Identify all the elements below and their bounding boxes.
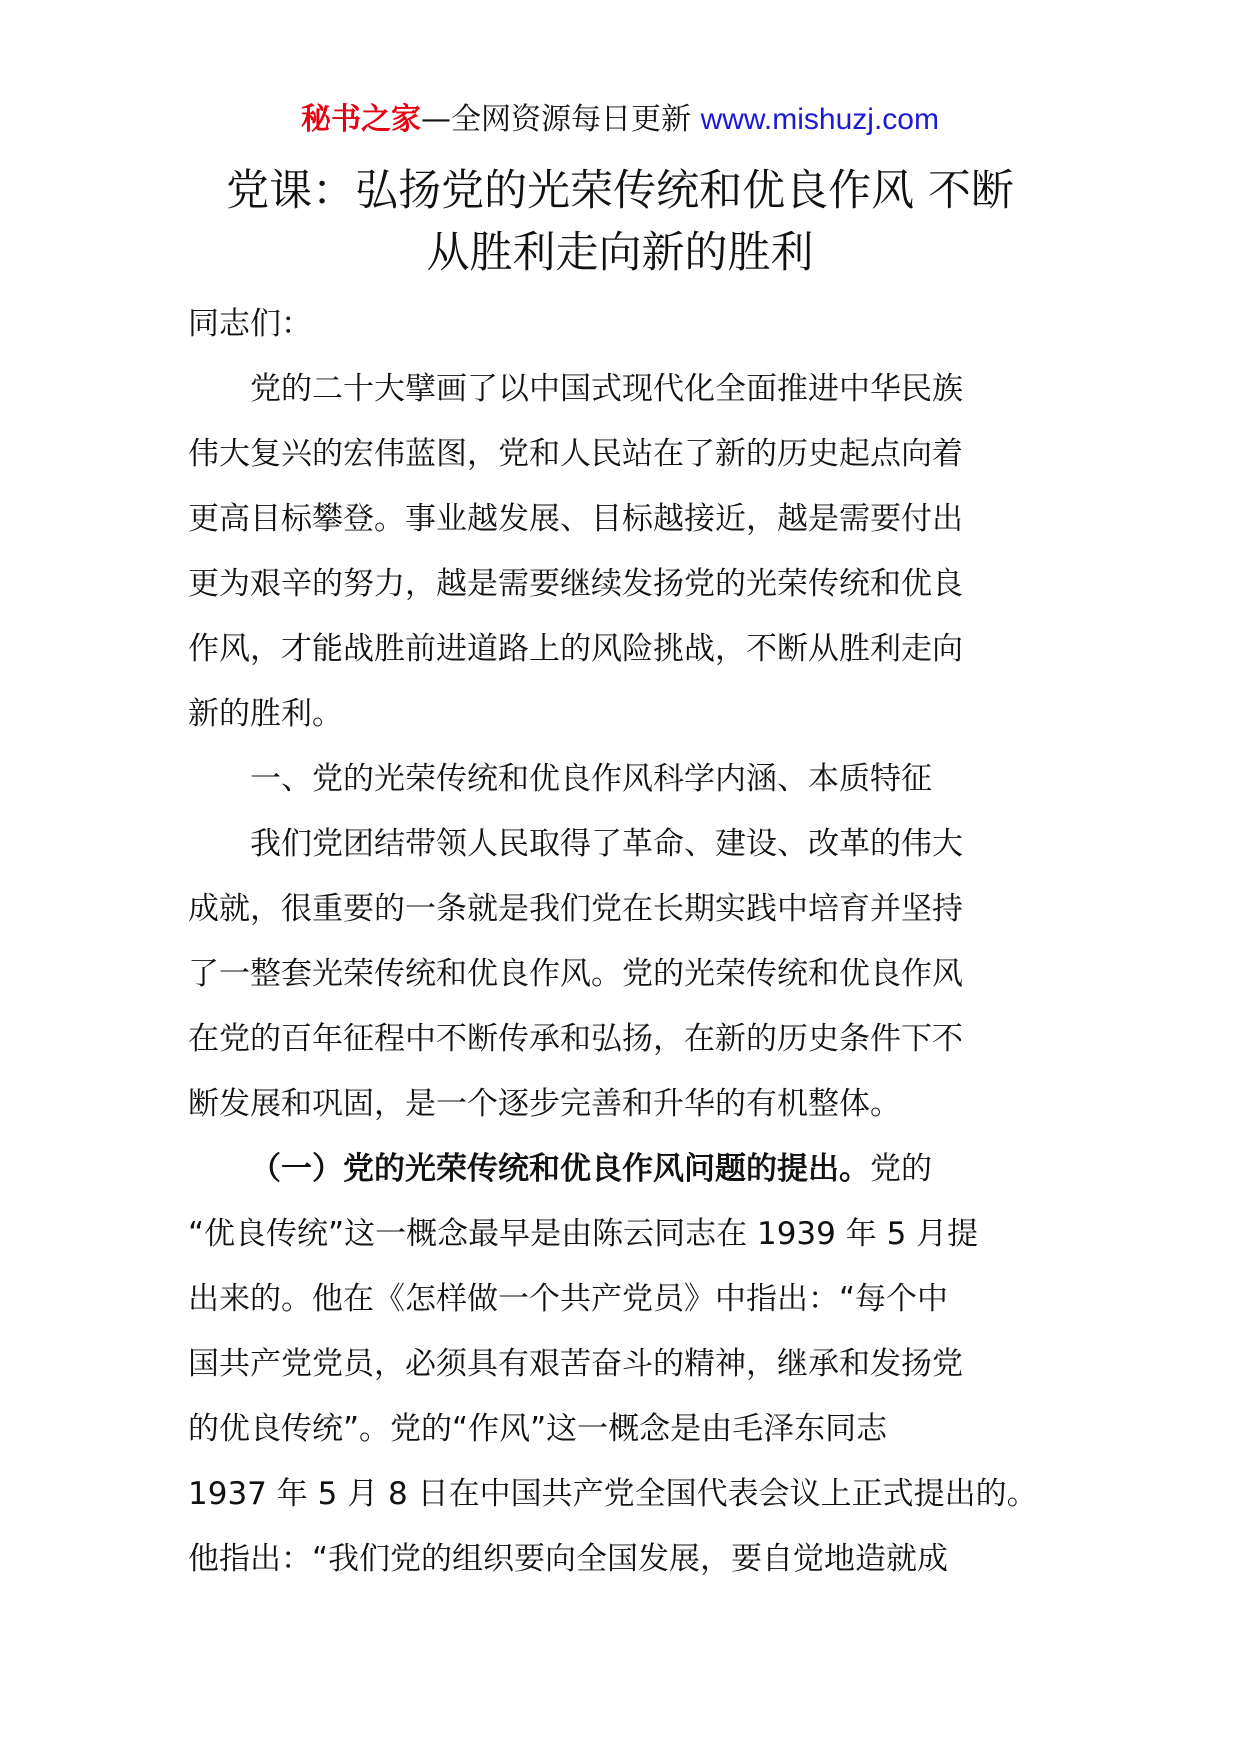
subsection-heading: （一）党的光荣传统和优良作风问题的提出。 — [250, 1151, 870, 1187]
subsection-lead-text: 党的 — [870, 1151, 932, 1187]
paragraph-1-line: 伟大复兴的宏伟蓝图，党和人民站在了新的历史起点向着 — [188, 436, 963, 472]
paragraph-1-line: 作风，才能战胜前进道路上的风险挑战，不断从胜利走向 — [188, 631, 963, 667]
paragraph-3-line: 1937 年 5 月 8 日在中国共产党全国代表会议上正式提出的。 — [188, 1476, 1038, 1512]
title-line-1: 党课：弘扬党的光荣传统和优良作风 不断 — [226, 166, 1014, 216]
paragraph-3-line: 国共产党党员，必须具有艰苦奋斗的精神，继承和发扬党 — [188, 1346, 963, 1382]
paragraph-2-line: 成就，很重要的一条就是我们党在长期实践中培育并坚持 — [188, 891, 963, 927]
paragraph-2-line: 断发展和巩固，是一个逐步完善和升华的有机整体。 — [188, 1086, 901, 1122]
site-tagline: —全网资源每日更新 — [421, 102, 692, 137]
paragraph-1-line: 更为艰辛的努力，越是需要继续发扬党的光荣传统和优良 — [188, 566, 963, 602]
site-header — [0, 100, 1240, 140]
brand-name: 秘书之家 — [301, 102, 422, 137]
paragraph-2-line: 了一整套光荣传统和优良作风。党的光荣传统和优良作风 — [188, 956, 963, 992]
paragraph-2-line: 我们党团结带领人民取得了革命、建设、改革的伟大 — [250, 826, 963, 862]
paragraph-3-line: 出来的。他在《怎样做一个共产党员》中指出：“每个中 — [188, 1281, 949, 1317]
paragraph-1-line: 更高目标攀登。事业越发展、目标越接近，越是需要付出 — [188, 501, 963, 537]
document-title — [160, 160, 1080, 284]
paragraph-2-line: 在党的百年征程中不断传承和弘扬，在新的历史条件下不 — [188, 1021, 963, 1057]
title-line-2: 从胜利走向新的胜利 — [426, 228, 814, 278]
subsection-heading-line — [188, 1137, 1048, 1202]
paragraph-3-line: 的优良传统”。党的“作风”这一概念是由毛泽东同志 — [188, 1411, 888, 1447]
site-url-link[interactable]: www.mishuzj.com — [700, 103, 939, 136]
paragraph-1-line: 新的胜利。 — [188, 696, 343, 732]
document-body — [188, 292, 1048, 1592]
paragraph-3-line: 他指出：“我们党的组织要向全国发展，要自觉地造就成 — [188, 1541, 949, 1577]
greeting: 同志们： — [188, 306, 312, 342]
paragraph-1-line: 党的二十大擘画了以中国式现代化全面推进中华民族 — [250, 371, 963, 407]
section-heading-1: 一、党的光荣传统和优良作风科学内涵、本质特征 — [250, 761, 932, 797]
paragraph-3-line: “优良传统”这一概念最早是由陈云同志在 1939 年 5 月提 — [188, 1216, 979, 1252]
